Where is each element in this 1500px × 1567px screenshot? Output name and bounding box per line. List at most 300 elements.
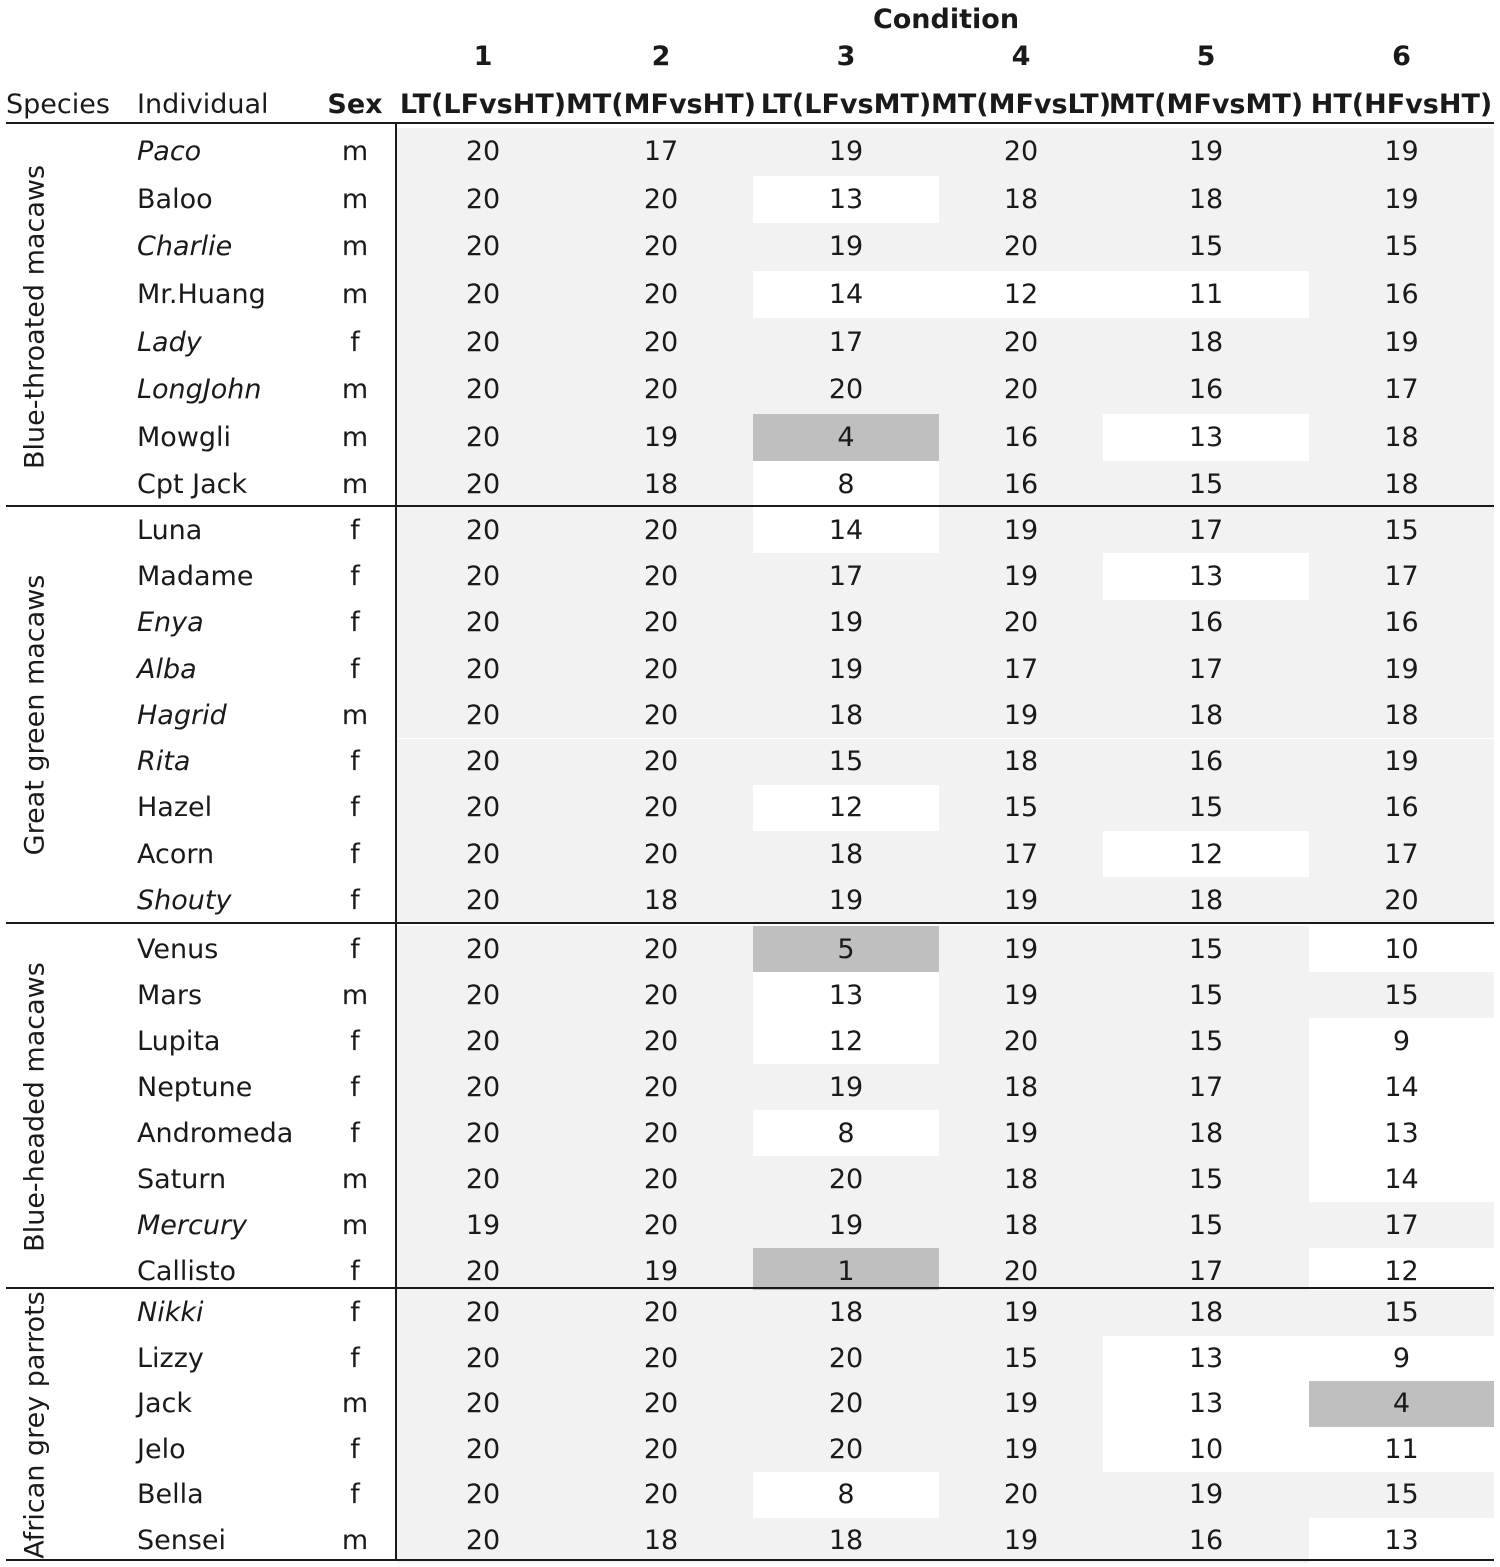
- header-rule: [6, 122, 1494, 124]
- trial-count-cell: 13: [1309, 1110, 1494, 1156]
- trial-count-cell: 20: [397, 1336, 569, 1382]
- individual-name: Jelo: [137, 1433, 186, 1465]
- individual-name: Lupita: [137, 1025, 221, 1057]
- trial-count-cell: 18: [569, 1518, 753, 1564]
- trial-count-cell: 13: [1103, 1381, 1309, 1427]
- table-row: [0, 877, 1500, 923]
- individual-name: Rita: [137, 746, 191, 778]
- trial-count-cell: 20: [397, 739, 569, 785]
- trial-count-cell: 20: [397, 1248, 569, 1294]
- trial-count-cell: 19: [1309, 176, 1494, 224]
- sex-value: f: [350, 1479, 360, 1511]
- trial-count-cell: 20: [397, 692, 569, 738]
- body-divider: [395, 124, 397, 1560]
- condition-label-5: MT(MFvsMT): [1108, 88, 1304, 120]
- sex-value: m: [341, 231, 369, 263]
- species-label: Blue-headed macaws: [19, 961, 50, 1252]
- sex-value: f: [350, 326, 360, 358]
- trial-count-cell: 20: [397, 223, 569, 271]
- sex-value: f: [350, 653, 360, 685]
- trial-count-cell: 20: [397, 785, 569, 831]
- trial-count-cell: 16: [939, 414, 1103, 462]
- condition-label-1: LT(LFvsHT): [399, 88, 567, 120]
- trial-count-cell: 15: [1103, 1018, 1309, 1064]
- trial-count-cell: 19: [1309, 646, 1494, 692]
- table-row: [0, 553, 1500, 599]
- trial-count-cell: 18: [1103, 318, 1309, 366]
- trial-count-cell: 20: [569, 646, 753, 692]
- trial-count-cell: 18: [1103, 692, 1309, 738]
- table-row: [0, 1381, 1500, 1427]
- trial-count-cell: 20: [397, 1064, 569, 1110]
- trial-count-cell: 20: [569, 600, 753, 646]
- trial-count-cell: 20: [397, 553, 569, 599]
- trial-count-cell: 20: [569, 1381, 753, 1427]
- trial-count-cell: 19: [753, 646, 939, 692]
- trial-count-cell: 19: [939, 877, 1103, 923]
- individual-name: Acorn: [137, 838, 215, 870]
- sex-value: f: [350, 1025, 360, 1057]
- trial-count-cell: 19: [939, 692, 1103, 738]
- condition-number-5: 5: [1196, 40, 1216, 72]
- individual-name: Mowgli: [137, 421, 232, 453]
- trial-count-cell: 20: [397, 1518, 569, 1564]
- trial-count-cell: 15: [1103, 972, 1309, 1018]
- trial-count-cell: 18: [939, 739, 1103, 785]
- trial-count-cell: 15: [1309, 507, 1494, 553]
- trial-count-cell: 20: [753, 366, 939, 414]
- sex-value: m: [341, 979, 369, 1011]
- table-row: [0, 318, 1500, 366]
- trial-count-cell: 19: [1103, 128, 1309, 176]
- trial-count-cell: 20: [397, 1381, 569, 1427]
- trial-count-cell: 20: [569, 1064, 753, 1110]
- trial-count-cell: 16: [1103, 1518, 1309, 1564]
- trial-count-cell: 19: [1309, 739, 1494, 785]
- trial-count-cell: 19: [939, 553, 1103, 599]
- trial-count-cell: 4: [753, 414, 939, 462]
- trial-count-cell: 20: [939, 1018, 1103, 1064]
- trial-count-cell: 20: [397, 507, 569, 553]
- trial-count-cell: 20: [397, 831, 569, 877]
- sex-value: f: [350, 792, 360, 824]
- trial-count-cell: 20: [569, 1472, 753, 1518]
- trial-count-cell: 19: [397, 1202, 569, 1248]
- trial-count-cell: 20: [569, 1110, 753, 1156]
- table-row: [0, 1156, 1500, 1202]
- trial-count-cell: 11: [1103, 271, 1309, 319]
- trial-count-cell: 20: [397, 1156, 569, 1202]
- trial-count-cell: 20: [569, 739, 753, 785]
- trial-count-cell: 20: [569, 1336, 753, 1382]
- trial-count-cell: 20: [569, 366, 753, 414]
- trial-count-cell: 17: [1103, 646, 1309, 692]
- trial-count-cell: 17: [1309, 831, 1494, 877]
- trial-count-cell: 12: [753, 785, 939, 831]
- trial-count-cell: 15: [1309, 1472, 1494, 1518]
- sex-value: m: [341, 183, 369, 215]
- trial-count-cell: 20: [397, 1018, 569, 1064]
- trial-count-cell: 20: [569, 1156, 753, 1202]
- table-row: [0, 366, 1500, 414]
- trial-count-cell: 20: [939, 318, 1103, 366]
- individual-name: Neptune: [137, 1071, 253, 1103]
- individual-name: Enya: [137, 607, 204, 639]
- trial-count-cell: 20: [397, 271, 569, 319]
- sex-value: f: [350, 1117, 360, 1149]
- trial-count-cell: 20: [397, 1290, 569, 1336]
- trial-count-cell: 20: [569, 972, 753, 1018]
- condition-label-3: LT(LFvsMT): [760, 88, 932, 120]
- individual-name: Cpt Jack: [137, 469, 248, 501]
- trial-count-cell: 17: [939, 646, 1103, 692]
- trial-count-cell: 15: [753, 739, 939, 785]
- trial-count-cell: 18: [569, 877, 753, 923]
- trial-count-cell: 18: [1309, 692, 1494, 738]
- table-row: [0, 646, 1500, 692]
- sex-value: f: [350, 1255, 360, 1287]
- table-row: [0, 414, 1500, 462]
- trial-count-cell: 12: [939, 271, 1103, 319]
- trial-count-cell: 20: [397, 926, 569, 972]
- trial-count-cell: 20: [939, 366, 1103, 414]
- table-row: [0, 1336, 1500, 1382]
- table-row: [0, 692, 1500, 738]
- table-row: [0, 1518, 1500, 1564]
- trial-count-cell: 18: [753, 1518, 939, 1564]
- sex-value: f: [350, 607, 360, 639]
- sex-value: f: [350, 1433, 360, 1465]
- table-row: [0, 1472, 1500, 1518]
- trial-count-cell: 19: [753, 877, 939, 923]
- species-column-header: Species: [6, 88, 110, 120]
- table-row: [0, 600, 1500, 646]
- individual-name: Mr.Huang: [137, 279, 266, 311]
- sex-value: m: [341, 421, 369, 453]
- trial-count-cell: 20: [569, 831, 753, 877]
- trial-count-cell: 12: [753, 1018, 939, 1064]
- trial-count-cell: 16: [1103, 366, 1309, 414]
- trial-count-cell: 12: [1309, 1248, 1494, 1294]
- trial-count-cell: 1: [753, 1248, 939, 1294]
- table-row: [0, 1202, 1500, 1248]
- sex-value: m: [341, 1209, 369, 1241]
- table-row: [0, 926, 1500, 972]
- species-label: African grey parrots: [19, 1290, 50, 1559]
- individual-name: Bella: [137, 1479, 204, 1511]
- trial-count-cell: 18: [939, 176, 1103, 224]
- trial-count-cell: 20: [569, 1290, 753, 1336]
- trial-count-cell: 20: [397, 646, 569, 692]
- sex-value: m: [341, 1163, 369, 1195]
- sex-value: m: [341, 279, 369, 311]
- sex-value: m: [341, 1524, 369, 1556]
- sex-value: f: [350, 746, 360, 778]
- trial-count-cell: 15: [1309, 972, 1494, 1018]
- trial-count-cell: 10: [1103, 1427, 1309, 1473]
- trial-count-cell: 15: [1103, 223, 1309, 271]
- condition-number-6: 6: [1392, 40, 1411, 72]
- trial-count-cell: 13: [753, 176, 939, 224]
- sex-value: f: [350, 838, 360, 870]
- trial-count-cell: 17: [1309, 1202, 1494, 1248]
- trial-count-cell: 19: [939, 1110, 1103, 1156]
- trial-count-cell: 18: [753, 692, 939, 738]
- trial-count-cell: 19: [753, 1064, 939, 1110]
- trial-count-cell: 9: [1309, 1018, 1494, 1064]
- table-row: [0, 785, 1500, 831]
- sex-column-header: Sex: [327, 88, 383, 120]
- trial-count-cell: 20: [397, 1472, 569, 1518]
- trial-count-cell: 19: [569, 414, 753, 462]
- individual-name: Alba: [137, 653, 197, 685]
- trial-count-cell: 13: [1103, 1336, 1309, 1382]
- trial-count-cell: 17: [1103, 507, 1309, 553]
- trial-count-cell: 20: [397, 877, 569, 923]
- table-row: [0, 461, 1500, 509]
- trial-count-cell: 20: [569, 507, 753, 553]
- trial-count-cell: 8: [753, 1110, 939, 1156]
- trial-count-cell: 19: [753, 1202, 939, 1248]
- individual-name: Venus: [137, 933, 219, 965]
- trial-count-cell: 20: [1309, 877, 1494, 923]
- condition-label-2: MT(MFvsHT): [566, 88, 756, 120]
- trial-count-cell: 17: [569, 128, 753, 176]
- condition-label-4: MT(MFvsLT): [930, 88, 1112, 120]
- trial-count-cell: 18: [1103, 877, 1309, 923]
- trial-count-cell: 18: [939, 1202, 1103, 1248]
- trial-count-cell: 20: [397, 414, 569, 462]
- trial-count-cell: 8: [753, 1472, 939, 1518]
- trial-count-cell: 18: [939, 1064, 1103, 1110]
- trial-count-cell: 20: [939, 1472, 1103, 1518]
- trial-count-cell: 20: [397, 366, 569, 414]
- group-separator: [6, 922, 1494, 924]
- trial-count-cell: 4: [1309, 1381, 1494, 1427]
- trial-count-cell: 20: [397, 1427, 569, 1473]
- trial-count-cell: 19: [569, 1248, 753, 1294]
- table-row: [0, 1427, 1500, 1473]
- trial-count-cell: 15: [939, 785, 1103, 831]
- trial-count-cell: 20: [397, 461, 569, 509]
- group-separator: [6, 1287, 1494, 1289]
- trial-count-cell: 20: [939, 600, 1103, 646]
- individual-name: Shouty: [137, 885, 232, 917]
- individual-name: Saturn: [137, 1163, 227, 1195]
- trial-count-cell: 20: [753, 1336, 939, 1382]
- trial-count-cell: 18: [1309, 414, 1494, 462]
- trial-count-cell: 20: [569, 223, 753, 271]
- individual-name: Nikki: [137, 1297, 204, 1329]
- table-row: [0, 176, 1500, 224]
- individual-name: Luna: [137, 514, 203, 546]
- trial-count-cell: 20: [939, 128, 1103, 176]
- trial-count-cell: 18: [569, 461, 753, 509]
- trial-count-cell: 19: [939, 507, 1103, 553]
- trial-count-cell: 20: [397, 128, 569, 176]
- trial-count-cell: 10: [1309, 926, 1494, 972]
- individual-name: Hazel: [137, 792, 213, 824]
- species-label: Great green macaws: [19, 574, 50, 855]
- table-row: [0, 223, 1500, 271]
- trial-count-cell: 20: [569, 785, 753, 831]
- trial-count-cell: 14: [753, 507, 939, 553]
- trial-count-cell: 15: [1309, 1290, 1494, 1336]
- trial-count-cell: 20: [397, 600, 569, 646]
- sex-value: m: [341, 1388, 369, 1420]
- individual-name: Lady: [137, 326, 202, 358]
- trial-count-cell: 11: [1309, 1427, 1494, 1473]
- trial-count-cell: 18: [1103, 176, 1309, 224]
- table-row: [0, 507, 1500, 553]
- trial-count-cell: 20: [569, 1018, 753, 1064]
- individual-name: Callisto: [137, 1255, 237, 1287]
- individual-name: LongJohn: [137, 374, 262, 406]
- trial-count-cell: 19: [939, 1290, 1103, 1336]
- condition-label-6: HT(HFvsHT): [1310, 88, 1493, 120]
- trial-count-cell: 20: [569, 692, 753, 738]
- trial-count-cell: 18: [753, 1290, 939, 1336]
- condition-number-4: 4: [1011, 40, 1031, 72]
- individual-name: Mercury: [137, 1209, 248, 1241]
- trial-count-cell: 19: [753, 223, 939, 271]
- trial-count-cell: 15: [1103, 785, 1309, 831]
- trial-count-cell: 20: [397, 176, 569, 224]
- trial-count-cell: 14: [753, 271, 939, 319]
- table-row: [0, 739, 1500, 785]
- trial-count-cell: 19: [939, 926, 1103, 972]
- individual-name: Jack: [137, 1388, 192, 1420]
- trial-count-cell: 14: [1309, 1156, 1494, 1202]
- sex-value: m: [341, 469, 369, 501]
- trial-count-cell: 19: [939, 1381, 1103, 1427]
- trial-count-cell: 20: [569, 1427, 753, 1473]
- trial-count-cell: 19: [1309, 128, 1494, 176]
- individual-name: Paco: [137, 136, 202, 168]
- trial-count-cell: 15: [939, 1336, 1103, 1382]
- trial-count-cell: 17: [1309, 366, 1494, 414]
- trial-count-cell: 16: [1103, 600, 1309, 646]
- trial-count-cell: 16: [1309, 271, 1494, 319]
- sex-value: f: [350, 933, 360, 965]
- trial-count-cell: 20: [939, 223, 1103, 271]
- trial-count-cell: 17: [753, 553, 939, 599]
- trial-count-cell: 15: [1309, 223, 1494, 271]
- trial-count-cell: 17: [1103, 1248, 1309, 1294]
- trial-count-cell: 20: [569, 176, 753, 224]
- condition-number-2: 2: [651, 40, 671, 72]
- trial-count-cell: 13: [1103, 414, 1309, 462]
- trial-count-cell: 20: [753, 1156, 939, 1202]
- trial-count-cell: 20: [569, 1202, 753, 1248]
- condition-number-1: 1: [473, 40, 493, 72]
- trial-count-cell: 20: [569, 553, 753, 599]
- sex-value: m: [341, 136, 369, 168]
- table-row: [0, 972, 1500, 1018]
- table-row: [0, 128, 1500, 176]
- sex-value: f: [350, 560, 360, 592]
- sex-value: f: [350, 514, 360, 546]
- trial-count-cell: 19: [753, 128, 939, 176]
- trial-count-cell: 20: [397, 1110, 569, 1156]
- trial-count-cell: 19: [1309, 318, 1494, 366]
- trial-count-cell: 19: [1103, 1472, 1309, 1518]
- trial-count-cell: 20: [939, 1248, 1103, 1294]
- trial-count-cell: 20: [397, 972, 569, 1018]
- trial-count-cell: 13: [1309, 1518, 1494, 1564]
- trial-count-cell: 13: [753, 972, 939, 1018]
- sex-value: f: [350, 1297, 360, 1329]
- trial-count-cell: 16: [1103, 739, 1309, 785]
- trial-count-cell: 20: [753, 1381, 939, 1427]
- individual-name: Mars: [137, 979, 203, 1011]
- trial-count-cell: 18: [1309, 461, 1494, 509]
- individual-name: Baloo: [137, 183, 213, 215]
- trial-count-cell: 19: [939, 1427, 1103, 1473]
- bottom-rule: [6, 1559, 1494, 1561]
- trial-count-cell: 5: [753, 926, 939, 972]
- trial-count-cell: 9: [1309, 1336, 1494, 1382]
- trial-count-cell: 15: [1103, 461, 1309, 509]
- species-label: Blue-throated macaws: [19, 164, 50, 469]
- condition-group-header: Condition: [872, 3, 1020, 35]
- trial-count-cell: 18: [939, 1156, 1103, 1202]
- trial-count-cell: 18: [1103, 1110, 1309, 1156]
- trial-count-cell: 15: [1103, 926, 1309, 972]
- trial-count-cell: 15: [1103, 1156, 1309, 1202]
- individual-column-header: Individual: [137, 88, 269, 120]
- trial-count-cell: 19: [753, 600, 939, 646]
- trial-count-cell: 20: [569, 926, 753, 972]
- trial-count-cell: 17: [1103, 1064, 1309, 1110]
- individual-name: Madame: [137, 560, 254, 592]
- trial-count-cell: 14: [1309, 1064, 1494, 1110]
- trial-count-cell: 16: [1309, 600, 1494, 646]
- trial-count-cell: 15: [1103, 1202, 1309, 1248]
- trial-count-cell: 19: [939, 1518, 1103, 1564]
- trial-count-cell: 20: [753, 1427, 939, 1473]
- trial-count-cell: 8: [753, 461, 939, 509]
- trial-count-cell: 18: [1103, 1290, 1309, 1336]
- table-row: [0, 1110, 1500, 1156]
- trial-count-cell: 16: [1309, 785, 1494, 831]
- sex-value: f: [350, 1071, 360, 1103]
- trial-count-cell: 17: [1309, 553, 1494, 599]
- sex-value: m: [341, 374, 369, 406]
- individual-name: Lizzy: [137, 1342, 204, 1374]
- trial-count-cell: 13: [1103, 553, 1309, 599]
- sex-value: f: [350, 1342, 360, 1374]
- trial-count-cell: 12: [1103, 831, 1309, 877]
- trial-count-cell: 20: [569, 271, 753, 319]
- table-row: [0, 1290, 1500, 1336]
- trial-count-cell: 20: [397, 318, 569, 366]
- trial-count-cell: 17: [753, 318, 939, 366]
- condition-number-3: 3: [836, 40, 856, 72]
- trial-count-cell: 16: [939, 461, 1103, 509]
- table-row: [0, 1064, 1500, 1110]
- table-row: [0, 271, 1500, 319]
- sex-value: m: [341, 699, 369, 731]
- individual-name: Hagrid: [137, 699, 227, 731]
- table-row: [0, 831, 1500, 877]
- individual-name: Sensei: [137, 1524, 227, 1556]
- trial-count-cell: 20: [569, 318, 753, 366]
- individual-name: Charlie: [137, 231, 233, 263]
- table-row: [0, 1018, 1500, 1064]
- sex-value: f: [350, 885, 360, 917]
- trial-count-cell: 18: [753, 831, 939, 877]
